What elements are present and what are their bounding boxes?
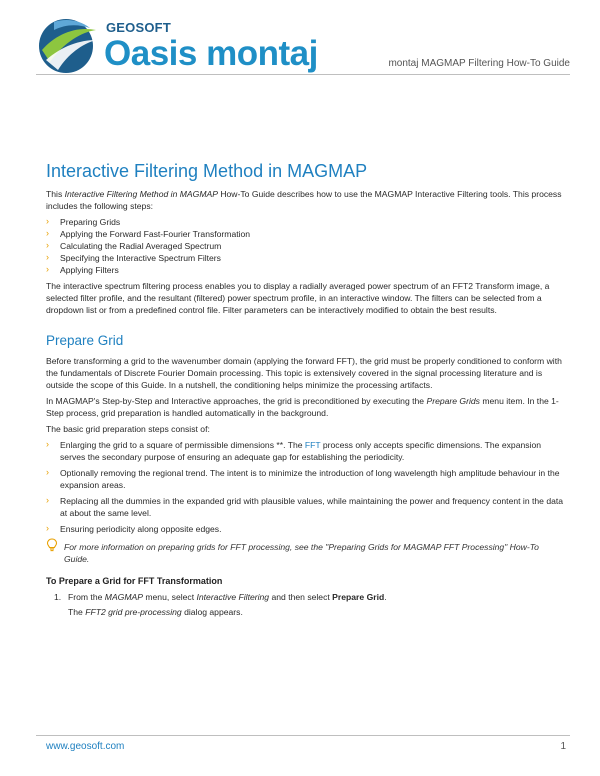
intro-paragraph [46, 188, 566, 212]
list-item [46, 467, 566, 491]
guide-title: montaj MAGMAP Filtering How-To Guide [388, 58, 570, 69]
chevron-right-icon: › [46, 495, 49, 505]
footer-url-link[interactable]: www.geosoft.com [46, 741, 125, 752]
prepare-grids-menu-item: Prepare Grids [426, 396, 480, 406]
chevron-right-icon: › [46, 523, 49, 533]
dialog-name: FFT2 grid pre-processing [85, 607, 182, 617]
list-item [46, 240, 566, 252]
chevron-right-icon: › [46, 252, 49, 262]
procedure-step [46, 591, 566, 603]
fft-link[interactable]: FFT [304, 440, 321, 450]
step-text: . [384, 592, 387, 602]
brand-main: Oasis montaj [104, 34, 318, 73]
interactive-filtering-ref: Interactive Filtering [196, 592, 270, 602]
list-item [46, 228, 566, 240]
intro-text-b: How-To Guide describes how to use the MAGMAP Interactive Filtering tools. This process includes the following steps: [46, 189, 562, 211]
prepare-paragraph-2 [46, 395, 566, 419]
prepare-paragraph-1: Before transforming a grid to the wavenumber domain (applying the forward FFT), the grid must be properly conditioned to conform with the fundamentals of Discrete Fourier Domain processing. This topic is extensively covered in the signal processing literature and is outside the scope of this Guide. In a nutshell, the conditioning helps minimize the processing artifacts. [46, 356, 562, 390]
tip-text: For more information on preparing grids for FFT processing, see the "Preparing Grids for MAGMAP FFT Processing" How-To Guide. [64, 542, 539, 564]
page-number: 1 [560, 741, 566, 752]
chevron-right-icon: › [46, 228, 49, 238]
header-divider [36, 74, 570, 75]
step-note-text: The [68, 607, 86, 617]
preparation-steps-list [46, 439, 566, 535]
intro-text-a: This [46, 189, 65, 199]
list-item-text: process only accepts specific dimensions. The expansion serves the secondary purpose of ensuring an adequate gap for establishing the periodicity. [60, 440, 542, 462]
procedure-step-note [46, 606, 566, 618]
brand-top: GEOSOFT [106, 20, 171, 35]
intro-guide-name: Interactive Filtering Method in MAGMAP [64, 189, 218, 199]
list-item [46, 495, 566, 519]
list-item-text: Specifying the Interactive Spectrum Filters [60, 253, 221, 263]
prepare-grid-command-ref: Prepare Grid [332, 592, 385, 602]
geosoft-globe-icon [36, 14, 98, 74]
step-text: menu, select [142, 592, 197, 602]
procedure-heading: To Prepare a Grid for FFT Transformation [46, 576, 223, 586]
step-text: and then select [269, 592, 333, 602]
list-item [46, 439, 566, 463]
page-title: Interactive Filtering Method in MAGMAP [46, 161, 368, 181]
tip-note [46, 541, 566, 565]
intro-paragraph-2: The interactive spectrum filtering process enables you to display a radially averaged power spectrum of an FFT2 Transform image, a selected filter profile, and the resultant (filtered) power spectrum profile, in an interactive window. The filters can be selected from a dropdown list or from a predefined control file. Filter parameters can be interactively modified to obtain the best results. [46, 281, 550, 315]
list-item-text: Optionally removing the regional trend. The intent is to minimize the introduction of long wavelength high amplitude behaviour in the expansion areas. [60, 468, 560, 490]
list-item-text: Ensuring periodicity along opposite edges. [60, 524, 222, 534]
prepare-text-b: menu item. In the 1-Step process, grid preparation is handled automatically in the background. [46, 396, 559, 418]
list-item-text: Enlarging the grid to a square of permissible dimensions **. The [60, 440, 305, 450]
chevron-right-icon: › [46, 216, 49, 226]
list-item-text: Applying Filters [60, 265, 119, 275]
list-item [46, 264, 566, 276]
section-heading-prepare-grid: Prepare Grid [46, 333, 124, 348]
geosoft-logo [36, 14, 318, 74]
list-item [46, 252, 566, 264]
step-text: From the [68, 592, 105, 602]
list-item [46, 523, 566, 535]
magmap-menu-ref: MAGMAP [104, 592, 143, 602]
list-item-text: Calculating the Radial Averaged Spectrum [60, 241, 222, 251]
chevron-right-icon: › [46, 467, 49, 477]
chevron-right-icon: › [46, 439, 49, 449]
list-item-text: Preparing Grids [60, 217, 121, 227]
prepare-paragraph-3: The basic grid preparation steps consist of: [46, 424, 210, 434]
process-steps-list [46, 216, 566, 276]
list-item-text: Replacing all the dummies in the expanded grid with plausible values, while maintaining the power and frequency content in the data at about the same level. [60, 496, 564, 518]
step-number: 1. [54, 592, 62, 602]
main-content [46, 160, 566, 618]
chevron-right-icon: › [46, 240, 49, 250]
list-item [46, 216, 566, 228]
lightbulb-icon [46, 538, 58, 552]
footer-divider [36, 735, 570, 736]
prepare-text-a: In MAGMAP's Step-by-Step and Interactive approaches, the grid is preconditioned by executing the [46, 396, 427, 406]
chevron-right-icon: › [46, 264, 49, 274]
step-note-text: dialog appears. [181, 607, 243, 617]
list-item-text: Applying the Forward Fast-Fourier Transformation [60, 229, 251, 239]
